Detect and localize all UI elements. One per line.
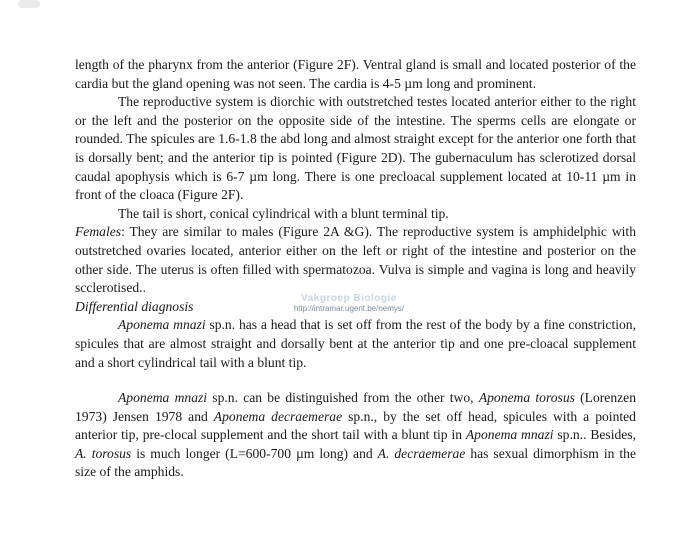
paragraph-tail: The tail is short, conical cylindrical with a blunt terminal tip. [118, 205, 449, 221]
paragraph-females [75, 223, 636, 297]
comparison-text: (Lorenzen 1973) Jensen 1978 and [75, 390, 637, 424]
comparison-text: sp.n., by the set off head, spicules with a pointed anterior tip, pre-clocal supplement and the short tail with a blunt tip in [75, 408, 636, 443]
diagnosis-text: sp.n. has a head that is set off from the rest of the body by a fine constriction, spicules that are almost straight and dorsally bent at the anterior tip and one pre-cloacal supplement and a short cylindrical tail with a blunt tip. [75, 317, 636, 370]
comparison-text: sp.n. can be distinguished from the other two, [207, 390, 479, 406]
species-name: Aponema mnazi [118, 390, 208, 406]
species-name: Aponema mnazi [118, 317, 206, 333]
species-name: Aponema decraemerae [213, 408, 343, 424]
species-name: A. decraemerae [377, 445, 466, 461]
watermark-url: http://intramar.ugent.be/nemys/ [293, 304, 405, 313]
scan-speck [18, 0, 40, 8]
paragraph-reproductive-system: The reproductive system is diorchic with outstretched testes located anterior either to the right or the left and the posterior on the opposite side of the intestine. The sperms cells are elongate or rounded. The spicules are 1.6-1.8 the abd long and almost straight except for the anterior one forth that is dorsally bent; and the anterior tip is pointed (Figure 2D). The gubernaculum has sclerotized dorsal caudal apophysis which is 6-7 µm long. There is one precloacal supplement located at 10-11 µm in front of the cloaca (Figure 2F). [75, 94, 636, 203]
comparison-text: sp.n.. Besides, [553, 427, 637, 443]
paragraph-diagnosis [75, 316, 636, 372]
species-name: Aponema mnazi [465, 427, 554, 443]
females-label: Females [75, 224, 122, 240]
paragraph-comparison [75, 389, 636, 482]
paragraph-pharynx: length of the pharynx from the anterior (Figure 2F). Ventral gland is small and located posterior of the cardia but the gland opening was not seen. The cardia is 4-5 µm long and prominent. [75, 57, 636, 91]
species-name: Aponema torosus [478, 390, 575, 406]
paper-body [75, 56, 636, 482]
species-name: A. torosus [75, 445, 132, 461]
section-heading-differential-diagnosis: Differential diagnosis [75, 298, 194, 314]
comparison-text: has sexual dimorphism in the size of the amphids. [75, 445, 637, 480]
comparison-text: is much longer (L=600-700 µm long) and [131, 445, 378, 461]
females-text: : They are similar to males (Figure 2A &G). The reproductive system is amphidelphic with outstretched ovaries located, anterior either on the left or right of the intestine and posterior on the other side. The uterus is often filled with spermatozoa. Vulva is simple and vagina is long and heavily scclerotised.. [75, 224, 636, 296]
watermark-title: Vakgroep Biologie [301, 293, 397, 304]
